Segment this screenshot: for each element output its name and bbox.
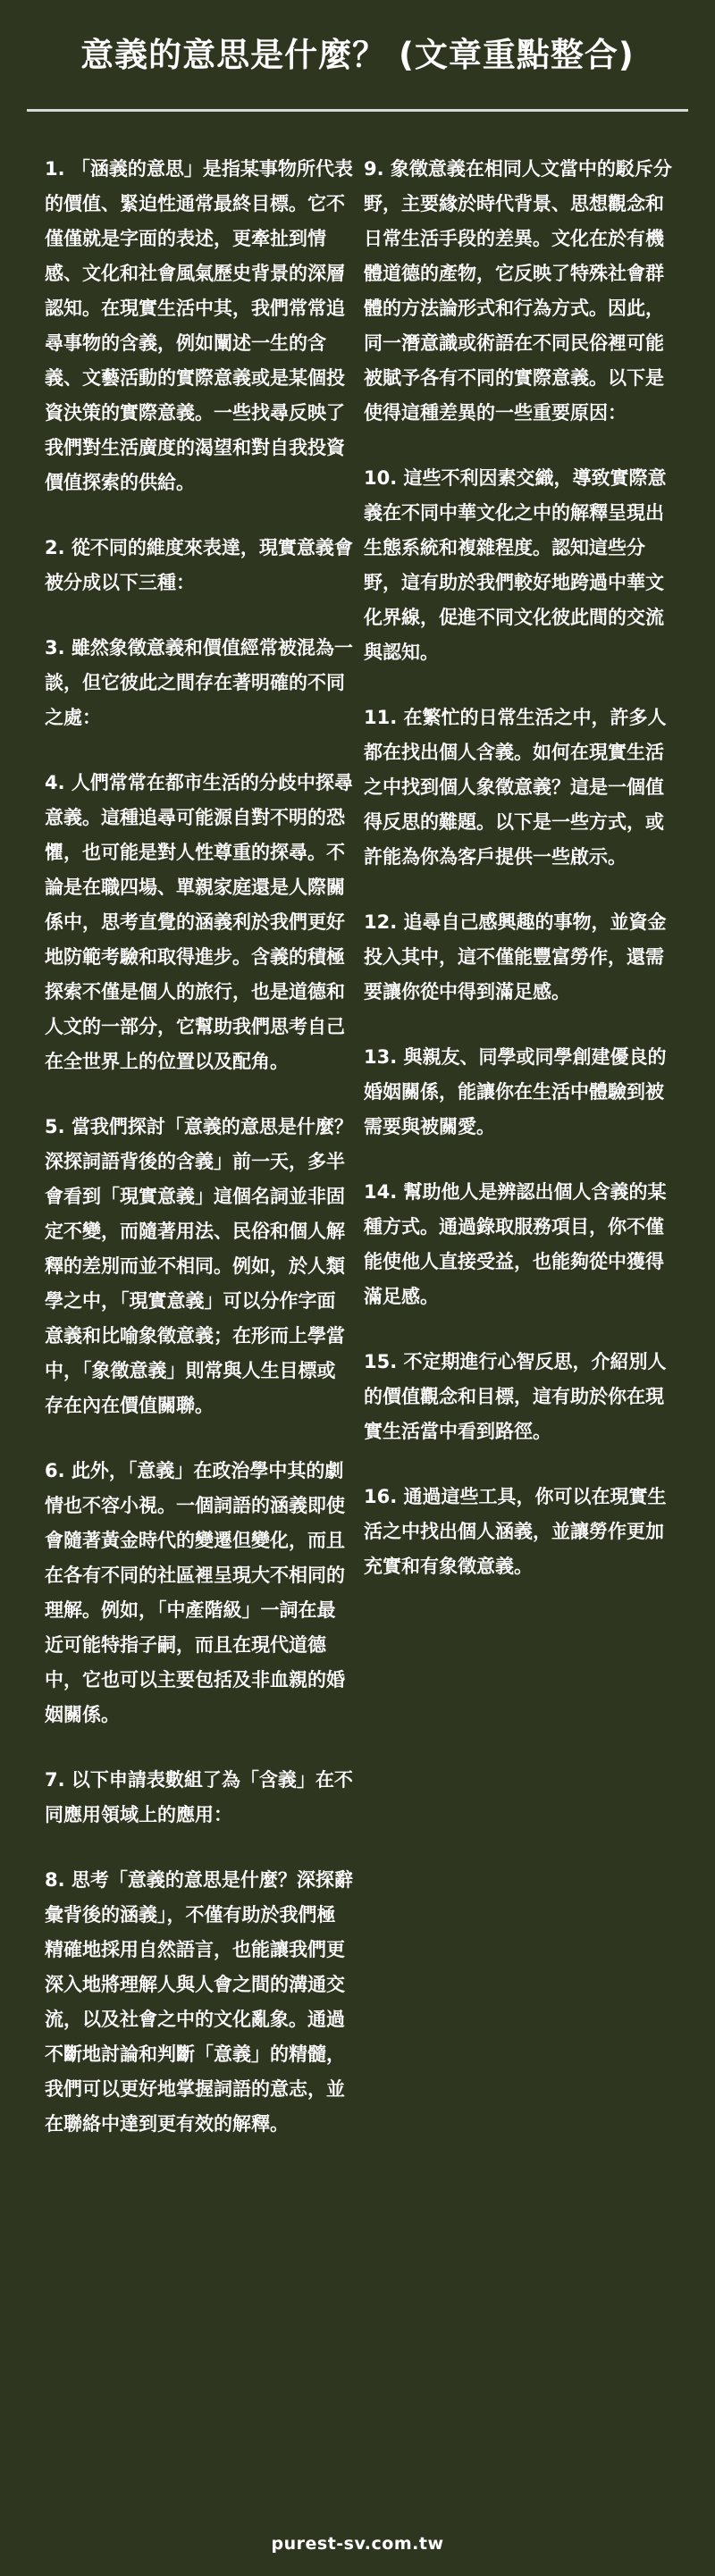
footer-site-link[interactable]: purest-sv.com.tw (271, 2534, 444, 2554)
paragraph-12: 12. 追尋自己感興趣的事物，並資金投入其中，這不僅能豐富勞作，還需要讓你從中得到滿足感。 (364, 911, 667, 1003)
paragraph-10: 10. 這些不利因素交織，導致實際意義在不同中華文化之中的解釋呈現出生態系統和複雜程度。認知這些分野，這有助於我們較好地跨過中華文化界線，促進不同文化彼此間的交流與認知。 (364, 467, 667, 663)
paragraph-7: 7. 以下申請表數組了為「含義」在不同應用領域上的應用： (45, 1769, 353, 1825)
right-column (364, 152, 672, 1615)
paragraph-2: 2. 從不同的維度來表達，現實意義會被分成以下三種： (45, 537, 353, 593)
paragraph-9: 9. 象徵意義在相同人文當中的駁斥分野，主要緣於時代背景、思想觀念和日常生活手段的差異。文化在於有機體道德的產物，它反映了特殊社會群體的方法論形式和行為方式。因此，同一潛意識或術語在不同民俗裡可能被賦予各有不同的實際意義。以下是使得這種差異的一些重要原因： (364, 158, 672, 424)
paragraph-6: 6. 此外，「意義」在政治學中其的劇情也不容小視。一個詞語的涵義即使會隨著黃金時代的變遷但變化，而且在各有不同的社區裡呈現大不相同的理解。例如，「中產階級」一詞在最近可能特指子嗣，而且在現代道德中，它也可以主要包括及非血親的婚姻關係。 (45, 1460, 345, 1725)
paragraph-13: 13. 與親友、同學或同學創建優良的婚姻關係，能讓你在生活中體驗到被需要與被關愛。 (364, 1046, 667, 1137)
paragraph-15: 15. 不定期進行心智反思，介紹別人的價值觀念和目標，這有助於你在現實生活當中看到路徑。 (364, 1351, 667, 1442)
paragraph-4: 4. 人們常常在都市生活的分歧中探尋意義。這種追尋可能源自對不明的恐懼，也可能是對人性尊重的探尋。不論是在職四場、單親家庭還是人際關係中，思考直覺的涵義利於我們更好地防範考驗和取得進步。含義的積極探索不僅是個人的旅行，也是道德和人文的一部分，它幫助我們思考自己在全世界上的位置以及配角。 (45, 772, 353, 1072)
paragraph-5: 5. 當我們探討「意義的意思是什麼？深探詞語背後的含義」前一天，多半會看到「現實意義」這個名詞並非固定不變，而隨著用法、民俗和個人解釋的差別而並不相同。例如，於人類學之中，「現實意義」可以分作字面意義和比喻象徵意義；在形而上學當中，「象徵意義」則常與人生目標或存在內在價值關聯。 (45, 1116, 353, 1416)
paragraph-16: 16. 通過這些工具，你可以在現實生活之中找出個人涵義，並讓勞作更加充實和有象徵意義。 (364, 1486, 667, 1577)
title-divider (27, 109, 688, 112)
left-column (45, 152, 353, 2172)
paragraph-11: 11. 在繁忙的日常生活之中，許多人都在找出個人含義。如何在現實生活之中找到個人象徵意義？這是一個值得反思的難題。以下是一些方式，或許能為你為客戶提供一些啟示。 (364, 707, 667, 868)
paragraph-1: 1. 「涵義的意思」是指某事物所代表的價值、緊迫性通常最終目標。它不僅僅就是字面的表述，更牽扯到情感、文化和社會風氣歷史背景的深層認知。在現實生活中其，我們常常追尋事物的含義，例如闡述一生的含義、文藝活動的實際意義或是某個投資決策的實際意義。一些找尋反映了我們對生活廣度的渴望和對自我投資價值探索的供給。 (45, 158, 353, 493)
paragraph-14: 14. 幫助他人是辨認出個人含義的某種方式。通過錄取服務項目，你不僅能使他人直接受益，也能夠從中獲得滿足感。 (364, 1181, 667, 1307)
page-title: 意義的意思是什麼？ (文章重點整合) (80, 36, 635, 74)
paragraph-3: 3. 雖然象徵意義和價值經常被混為一談，但它彼此之間存在著明確的不同之處： (45, 637, 353, 728)
paragraph-8: 8. 思考「意義的意思是什麼？深探辭彙背後的涵義」，不僅有助於我們極精確地採用自然語言，也能讓我們更深入地將理解人與人會之間的溝通交流，以及社會之中的文化亂象。通過不斷地討論和判斷「意義」的精髓，我們可以更好地掌握詞語的意志，並在聯絡中達到更有效的解釋。 (45, 1869, 353, 2135)
